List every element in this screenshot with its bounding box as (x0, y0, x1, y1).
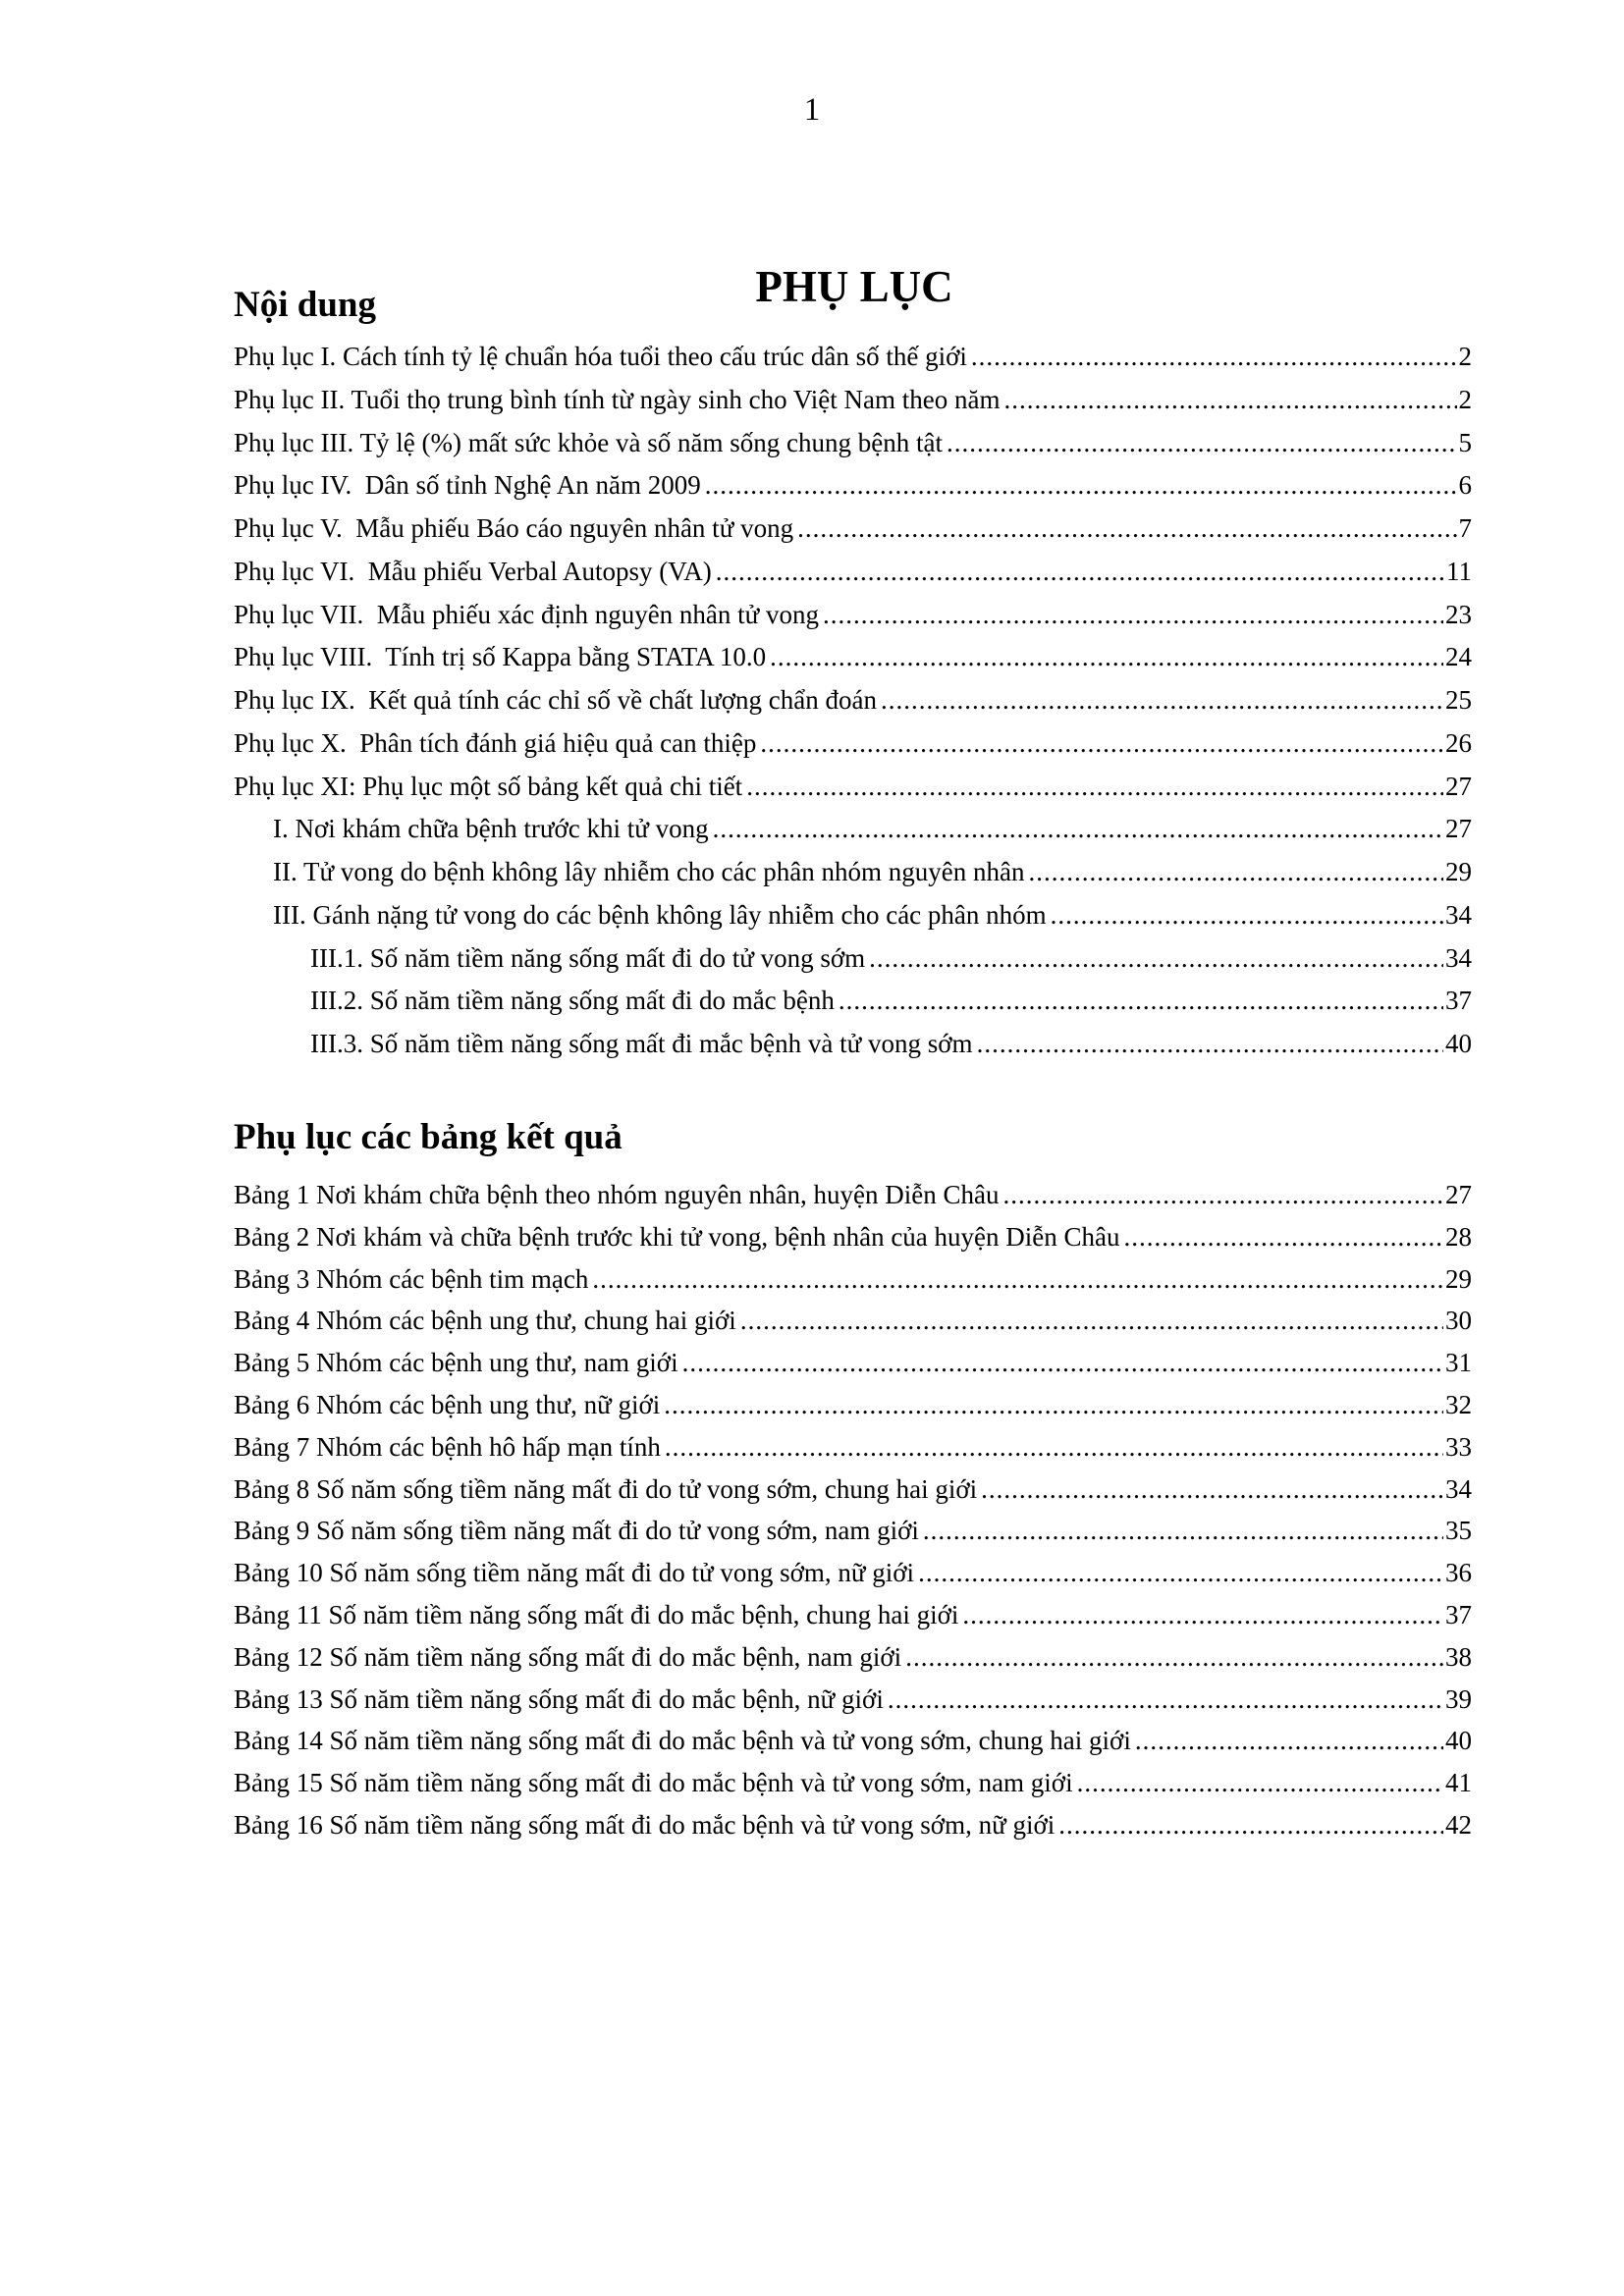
toc-dot-leader (664, 1384, 1443, 1426)
toc-entry-page: 33 (1445, 1431, 1472, 1462)
toc-entry-title: Phụ lục VII. Mẫu phiếu xác định nguyên nhân tử vong (234, 599, 820, 629)
toc-entry-title: III.2. Số năm tiềm năng sống mất đi do mắc bệnh (310, 986, 835, 1016)
toc-entry-title: Bảng 4 Nhóm các bệnh ung thư, chung hai giới (234, 1306, 736, 1336)
toc-entry-page: 38 (1445, 1641, 1472, 1672)
toc-entry-page: 27 (1445, 1180, 1472, 1209)
toc-entry-title: Phụ lục VI. Mẫu phiếu Verbal Autopsy (VA) (234, 556, 712, 586)
toc-entry-title: Bảng 16 Số năm tiềm năng sống mất đi do mắc bệnh và tử vong sớm, nữ giới (234, 1809, 1056, 1840)
toc-dot-leader (1124, 1216, 1444, 1258)
toc-entry-title: III. Gánh nặng tử vong do các bệnh không lây nhiễm cho các phân nhóm (273, 899, 1047, 930)
toc-entry-title: Phụ lục IX. Kết quả tính các chỉ số về chất lượng chẩn đoán (234, 685, 877, 715)
toc-dot-leader (592, 1258, 1443, 1301)
toc-entry[interactable] (234, 766, 1472, 809)
toc-entry[interactable] (234, 507, 1472, 551)
contents-list (234, 336, 1472, 1066)
toc-entry[interactable] (234, 980, 1472, 1023)
toc-entry-title: Phụ lục II. Tuổi thọ trung bình tính từ ngày sinh cho Việt Nam theo năm (234, 384, 1001, 414)
toc-entry-title: Bảng 6 Nhóm các bệnh ung thư, nữ giới (234, 1389, 661, 1419)
toc-dot-leader (1077, 1762, 1443, 1804)
toc-entry[interactable] (234, 1679, 1472, 1721)
contents-heading: Nội dung (234, 285, 376, 325)
toc-entry-title: Bảng 7 Nhóm các bệnh hô hấp mạn tính (234, 1431, 661, 1462)
toc-entry[interactable] (234, 1174, 1472, 1216)
toc-entry[interactable] (234, 594, 1472, 637)
toc-entry[interactable] (234, 1510, 1472, 1552)
toc-dot-leader (923, 1510, 1443, 1552)
toc-entry-page: 23 (1445, 599, 1472, 629)
page-number: 1 (803, 92, 821, 128)
toc-entry-page: 30 (1445, 1306, 1472, 1336)
tables-list (234, 1174, 1472, 1846)
toc-entry-title: Bảng 9 Số năm sống tiềm năng mất đi do tử vong sớm, nam giới (234, 1516, 919, 1546)
toc-entry-title: Bảng 12 Số năm tiềm năng sống mất đi do mắc bệnh, nam giới (234, 1641, 902, 1672)
toc-entry-page: 27 (1445, 814, 1472, 844)
toc-dot-leader (918, 1552, 1443, 1594)
toc-entry-title: Bảng 8 Số năm sống tiềm năng mất đi do tử vong sớm, chung hai giới (234, 1473, 978, 1504)
toc-dot-leader (760, 722, 1443, 766)
toc-entry-page: 41 (1445, 1768, 1472, 1798)
toc-entry-page: 29 (1445, 1263, 1472, 1294)
toc-entry-page: 24 (1445, 642, 1472, 672)
toc-entry-page: 42 (1445, 1809, 1472, 1840)
toc-entry-title: Bảng 15 Số năm tiềm năng sống mất đi do mắc bệnh và tử vong sớm, nam giới (234, 1768, 1073, 1798)
toc-entry-title: Phụ lục X. Phân tích đánh giá hiệu quả can thiệp (234, 727, 757, 758)
toc-entry-page: 35 (1445, 1516, 1472, 1546)
toc-entry[interactable] (234, 336, 1472, 379)
toc-entry-page: 40 (1445, 1029, 1472, 1058)
toc-dot-leader (797, 507, 1456, 551)
toc-entry[interactable] (234, 1023, 1472, 1066)
toc-entry[interactable] (234, 894, 1472, 937)
toc-entry[interactable] (234, 1762, 1472, 1804)
toc-entry-title: Bảng 10 Số năm sống tiềm năng mất đi do tử vong sớm, nữ giới (234, 1558, 915, 1588)
toc-dot-leader (839, 980, 1443, 1023)
toc-entry[interactable] (234, 937, 1472, 981)
toc-dot-leader (746, 766, 1443, 809)
toc-entry-page: 37 (1445, 986, 1472, 1016)
toc-entry-title: Bảng 11 Số năm tiềm năng sống mất đi do mắc bệnh, chung hai giới (234, 1599, 959, 1629)
toc-entry-page: 27 (1445, 771, 1472, 801)
toc-entry-page: 26 (1445, 727, 1472, 758)
toc-entry[interactable] (234, 1594, 1472, 1636)
toc-dot-leader (977, 1023, 1443, 1066)
toc-entry[interactable] (234, 551, 1472, 594)
tables-heading: Phụ lục các bảng kết quả (234, 1117, 623, 1157)
toc-entry[interactable] (234, 1720, 1472, 1762)
toc-entry-title: Bảng 2 Nơi khám và chữa bệnh trước khi tử vong, bệnh nhân của huyện Diễn Châu (234, 1221, 1120, 1252)
toc-dot-leader (1135, 1720, 1443, 1762)
toc-entry[interactable] (234, 1468, 1472, 1511)
toc-entry-title: Phụ lục I. Cách tính tỷ lệ chuẩn hóa tuổi theo cấu trúc dân số thế giới (234, 342, 967, 371)
toc-entry-title: Bảng 5 Nhóm các bệnh ung thư, nam giới (234, 1348, 678, 1378)
toc-dot-leader (981, 1468, 1443, 1511)
toc-dot-leader (770, 636, 1443, 679)
toc-entry[interactable] (234, 422, 1472, 465)
toc-entry[interactable] (234, 1216, 1472, 1258)
toc-entry-title: III.3. Số năm tiềm năng sống mất đi mắc bệnh và tử vong sớm (310, 1029, 973, 1058)
toc-entry[interactable] (234, 1300, 1472, 1342)
toc-entry[interactable] (234, 808, 1472, 851)
toc-entry-page: 25 (1445, 685, 1472, 715)
toc-dot-leader (1003, 1174, 1443, 1216)
toc-dot-leader (971, 336, 1457, 379)
toc-entry-title: II. Tử vong do bệnh không lây nhiễm cho các phân nhóm nguyên nhân (273, 857, 1025, 886)
toc-entry-page: 32 (1445, 1389, 1472, 1419)
toc-entry-page: 39 (1445, 1683, 1472, 1714)
toc-dot-leader (705, 464, 1457, 507)
toc-entry[interactable] (234, 722, 1472, 766)
toc-entry[interactable] (234, 379, 1472, 422)
toc-entry[interactable] (234, 1384, 1472, 1426)
toc-entry-page: 37 (1445, 1599, 1472, 1629)
toc-entry-page: 6 (1458, 470, 1472, 501)
toc-dot-leader (740, 1300, 1443, 1342)
toc-entry[interactable] (234, 1552, 1472, 1594)
toc-entry-page: 34 (1445, 1473, 1472, 1504)
toc-entry-title: Phụ lục IV. Dân số tỉnh Nghệ An năm 2009 (234, 470, 701, 501)
toc-entry-title: Phụ lục III. Tỷ lệ (%) mất sức khỏe và số năm sống chung bệnh tật (234, 427, 943, 457)
toc-entry-title: Bảng 13 Số năm tiềm năng sống mất đi do mắc bệnh, nữ giới (234, 1683, 884, 1714)
toc-entry-page: 7 (1458, 513, 1472, 543)
toc-entry-page: 36 (1445, 1558, 1472, 1588)
toc-entry[interactable] (234, 1636, 1472, 1679)
toc-dot-leader (1058, 1804, 1443, 1846)
toc-entry-page: 5 (1458, 427, 1472, 457)
toc-dot-leader (1051, 894, 1443, 937)
page-title: PHỤ LỤC (755, 262, 953, 312)
toc-entry[interactable] (234, 636, 1472, 679)
toc-entry-page: 34 (1445, 942, 1472, 973)
toc-dot-leader (713, 808, 1443, 851)
toc-entry[interactable] (234, 1426, 1472, 1468)
toc-entry-title: Bảng 3 Nhóm các bệnh tim mạch (234, 1263, 589, 1294)
toc-dot-leader (823, 594, 1443, 637)
toc-entry-page: 40 (1445, 1726, 1472, 1756)
toc-entry-page: 34 (1445, 899, 1472, 930)
toc-dot-leader (682, 1342, 1443, 1384)
toc-dot-leader (1003, 379, 1456, 422)
toc-entry[interactable] (234, 464, 1472, 507)
toc-entry-title: Phụ lục V. Mẫu phiếu Báo cáo nguyên nhân tử vong (234, 513, 794, 543)
toc-entry-title: I. Nơi khám chữa bệnh trước khi tử vong (273, 814, 709, 844)
toc-entry-title: Bảng 1 Nơi khám chữa bệnh theo nhóm nguyên nhân, huyện Diễn Châu (234, 1180, 1000, 1209)
toc-entry[interactable] (234, 1804, 1472, 1846)
toc-entry-page: 31 (1445, 1348, 1472, 1378)
toc-dot-leader (888, 1679, 1443, 1721)
toc-entry[interactable] (234, 851, 1472, 894)
toc-dot-leader (869, 937, 1443, 981)
toc-dot-leader (665, 1426, 1443, 1468)
toc-entry[interactable] (234, 1258, 1472, 1301)
toc-dot-leader (947, 422, 1457, 465)
toc-dot-leader (716, 551, 1444, 594)
toc-dot-leader (962, 1594, 1443, 1636)
toc-entry-page: 2 (1458, 384, 1472, 414)
toc-dot-leader (905, 1636, 1443, 1679)
toc-entry[interactable] (234, 1342, 1472, 1384)
toc-entry-page: 29 (1445, 857, 1472, 886)
toc-entry-title: Phụ lục VIII. Tính trị số Kappa bằng STATA 10.0 (234, 642, 767, 672)
toc-entry-title: Bảng 14 Số năm tiềm năng sống mất đi do mắc bệnh và tử vong sớm, chung hai giới (234, 1726, 1131, 1756)
toc-entry-page: 28 (1445, 1221, 1472, 1252)
toc-entry-page: 2 (1458, 342, 1472, 371)
toc-entry-title: Phụ lục XI: Phụ lục một số bảng kết quả chi tiết (234, 771, 743, 801)
toc-entry[interactable] (234, 679, 1472, 722)
toc-dot-leader (1028, 851, 1443, 894)
toc-dot-leader (881, 679, 1443, 722)
toc-entry-page: 11 (1446, 556, 1472, 586)
toc-entry-title: III.1. Số năm tiềm năng sống mất đi do tử vong sớm (310, 942, 866, 973)
